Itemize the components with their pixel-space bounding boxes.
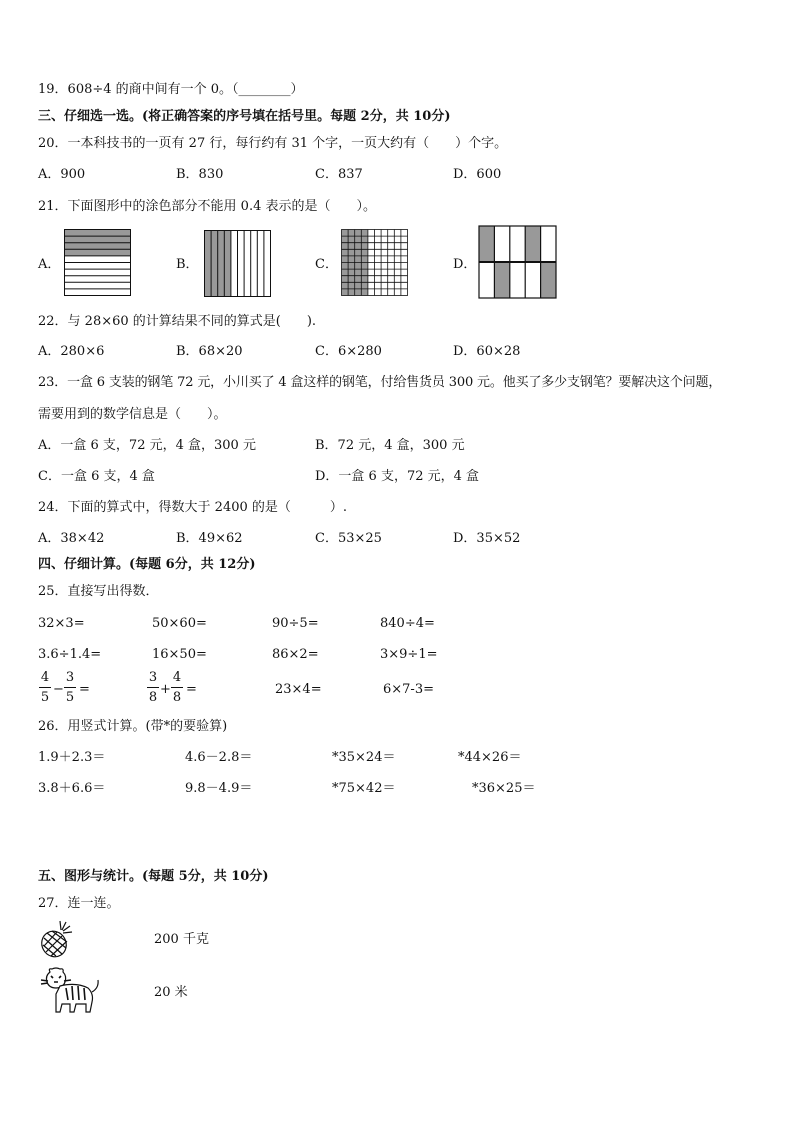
denominator: 5 xyxy=(40,690,50,705)
equals-sign: = xyxy=(79,682,90,697)
q20-option-d: D．600 xyxy=(453,167,502,182)
question-21-stem: 21．下面图形中的涂色部分不能用 0.4 表示的是（ ）。 xyxy=(38,199,376,214)
denominator: 5 xyxy=(65,690,75,705)
q21-label-a: A． xyxy=(38,257,61,272)
denominator: 8 xyxy=(148,690,158,705)
q25-item: 16×50= xyxy=(152,647,207,662)
q25-item: 3×9÷1= xyxy=(380,647,438,662)
q27-item-length: 20 米 xyxy=(154,985,188,1000)
q26-item: *44×26＝ xyxy=(458,750,522,765)
q21-figure-b xyxy=(204,230,272,298)
question-23-stem-line1: 23．一盒 6 支装的钢笔 72 元，小川买了 4 盒这样的钢笔，付给售货员 300 元。他买了多少支钢笔？要解决这个问题， xyxy=(38,375,722,390)
q24-option-b: B．49×62 xyxy=(176,531,243,546)
q24-option-d: D．35×52 xyxy=(453,531,521,546)
q21-label-d: D． xyxy=(453,257,477,272)
question-27-stem: 27．连一连。 xyxy=(38,896,120,911)
fraction xyxy=(64,670,76,705)
q22-option-a: A．280×6 xyxy=(38,344,105,359)
question-22-stem: 22．与 28×60 的计算结果不同的算式是( ). xyxy=(38,314,317,329)
fraction xyxy=(171,670,183,705)
q26-item: *35×24＝ xyxy=(332,750,396,765)
q26-item: 3.8＋6.6＝ xyxy=(38,781,106,796)
q26-item: 1.9＋2.3＝ xyxy=(38,750,106,765)
q24-option-a: A．38×42 xyxy=(38,531,105,546)
q25-item: 840÷4= xyxy=(380,616,435,631)
q25-item: 6×7-3= xyxy=(383,682,434,697)
q23-option-a: A．一盒 6 支，72 元，4 盒，300 元 xyxy=(38,438,256,453)
q24-option-c: C．53×25 xyxy=(315,531,382,546)
denominator: 8 xyxy=(172,690,182,705)
equals-sign: = xyxy=(186,682,197,697)
question-25-stem: 25．直接写出得数． xyxy=(38,584,159,599)
q22-option-d: D．60×28 xyxy=(453,344,521,359)
q27-item-weight: 200 千克 xyxy=(154,932,209,947)
q23-option-c: C．一盒 6 支，4 盒 xyxy=(38,469,155,484)
q20-option-a: A．900 xyxy=(38,167,86,182)
q26-item: *75×42＝ xyxy=(332,781,396,796)
q25-item: 23×4= xyxy=(275,682,322,697)
q22-option-b: B．68×20 xyxy=(176,344,243,359)
q20-option-c: C．837 xyxy=(315,167,363,182)
fraction xyxy=(39,670,51,705)
q22-option-c: C．6×280 xyxy=(315,344,382,359)
question-24-stem: 24．下面的算式中，得数大于 2400 的是（ ）. xyxy=(38,500,348,515)
q21-figure-d xyxy=(478,225,558,301)
operator: − xyxy=(53,682,64,697)
question-20-stem: 20．一本科技书的一页有 27 行，每行约有 31 个字，一页大约有（ ）个字。 xyxy=(38,136,508,151)
numerator: 4 xyxy=(171,670,183,688)
question-19: 19．608÷4 的商中间有一个 0。（________） xyxy=(38,82,304,97)
numerator: 3 xyxy=(147,670,159,688)
q21-label-c: C． xyxy=(315,257,338,272)
q25-item: 3.6÷1.4= xyxy=(38,647,102,662)
q25-item: 86×2= xyxy=(272,647,319,662)
q21-figure-a xyxy=(64,229,132,297)
question-23-stem-line2: 需要用到的数学信息是（ ）。 xyxy=(38,407,227,422)
operator: + xyxy=(160,682,171,697)
pineapple-icon xyxy=(36,918,74,960)
numerator: 3 xyxy=(64,670,76,688)
q25-item: 50×60= xyxy=(152,616,207,631)
q25-item: 32×3= xyxy=(38,616,85,631)
tiger-icon xyxy=(36,966,102,1016)
q23-option-d: D．一盒 6 支，72 元，4 盒 xyxy=(315,469,480,484)
fraction xyxy=(147,670,159,705)
question-26-stem: 26．用竖式计算。(带*的要验算) xyxy=(38,719,228,734)
q23-option-b: B．72 元，4 盒，300 元 xyxy=(315,438,465,453)
q20-option-b: B．830 xyxy=(176,167,224,182)
q25-item: 90÷5= xyxy=(272,616,319,631)
q26-item: 9.8－4.9＝ xyxy=(185,781,253,796)
section-5-heading: 五、图形与统计。(每题 5分，共 10分) xyxy=(38,869,269,884)
q21-label-b: B． xyxy=(176,257,199,272)
q26-item: 4.6－2.8＝ xyxy=(185,750,253,765)
section-3-heading: 三、仔细选一选。(将正确答案的序号填在括号里。每题 2分，共 10分) xyxy=(38,109,451,124)
numerator: 4 xyxy=(39,670,51,688)
q21-figure-c xyxy=(341,229,409,297)
section-4-heading: 四、仔细计算。(每题 6分，共 12分) xyxy=(38,557,256,572)
q26-item: *36×25＝ xyxy=(472,781,536,796)
